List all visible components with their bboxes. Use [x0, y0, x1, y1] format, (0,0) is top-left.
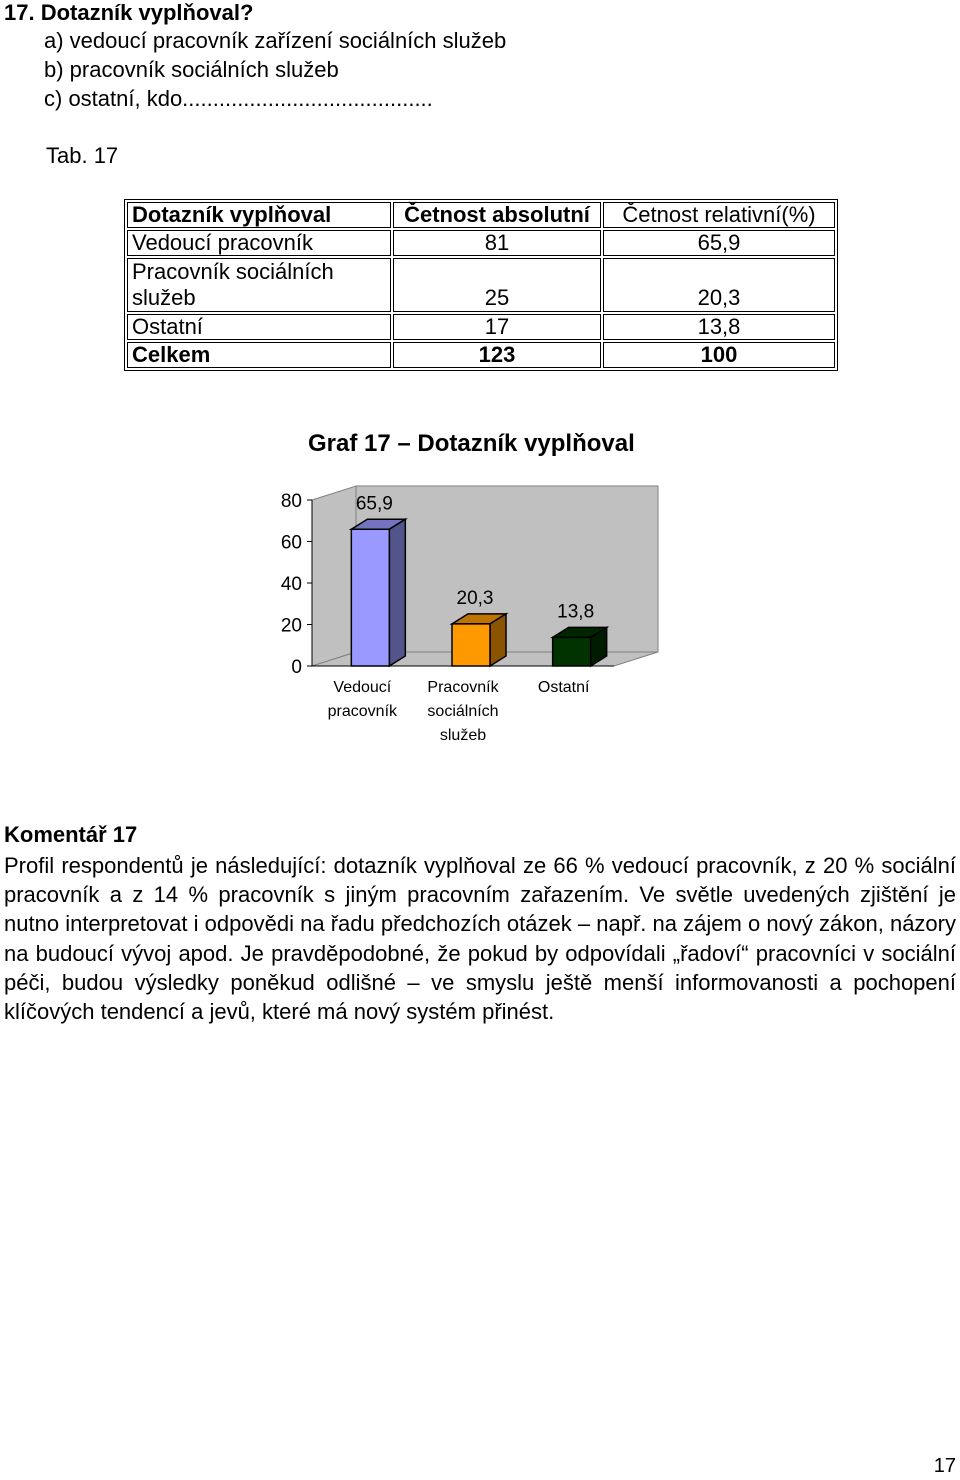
header-cell: Dotazník vyplňoval — [127, 202, 391, 228]
table-row — [127, 314, 835, 340]
data-label: 65,9 — [355, 493, 393, 515]
y-tick-label: 60 — [280, 532, 302, 554]
comment-text: Profil respondentů je následující: dotazník vyplňoval ze 66 % vedoucí pracovník, z 20 % sociální pracovník a z 14 % pracovník s jiným pracovním zařazením. Ve světle uvedených zjištění je nutno interpretovat i odpovědi na řadu předchozích otázek – např. na zájem o nový zákon, názory na budoucí vývoj apod. Je pravděpodobné, že pokud by odpovídali „řadoví“ pracovníci v sociální péči, budou výsledky poněkud odlišné – ve smyslu ještě menší informovanosti a pochopení klíčových tendencí a jevů, které má nový systém přinést. — [4, 853, 956, 1025]
table-label: Tab. 17 — [46, 143, 119, 168]
table-cell: 123 — [393, 342, 601, 368]
table-row — [127, 258, 835, 312]
frequency-table — [124, 199, 838, 371]
table-cell: Ostatní — [127, 314, 391, 340]
bar — [351, 529, 389, 666]
table-cell: 13,8 — [603, 314, 835, 340]
table-cell: Pracovník sociálních služeb — [127, 258, 391, 312]
chart-title: Graf 17 – Dotazník vyplňoval — [308, 430, 635, 457]
y-tick-label: 80 — [280, 491, 302, 512]
table-cell: 20,3 — [603, 258, 835, 312]
table-row — [127, 230, 835, 256]
data-label: 13,8 — [557, 601, 595, 623]
table-cell: 65,9 — [603, 230, 835, 256]
table-cell: Celkem — [127, 342, 391, 368]
table-cell: 81 — [393, 230, 601, 256]
table-cell: 100 — [603, 342, 835, 368]
y-tick-label: 20 — [280, 615, 302, 637]
table-total-row — [127, 342, 835, 368]
x-tick-label: sociálních — [427, 703, 499, 720]
bar-side — [389, 519, 405, 666]
option-b: b) pracovník sociálních služeb — [44, 57, 339, 82]
x-tick-label: Vedoucí — [333, 679, 392, 696]
page-number: 17 — [933, 1455, 956, 1477]
data-label: 20,3 — [456, 587, 494, 609]
table-cell: Vedoucí pracovník — [127, 230, 391, 256]
table-cell: 17 — [393, 314, 601, 340]
bar — [452, 624, 490, 666]
x-tick-label: služeb — [439, 727, 487, 744]
option-c: c) ostatní, kdo......................................... — [44, 86, 433, 111]
table-header-row — [127, 202, 835, 228]
header-cell: Četnost relativní(%) — [603, 202, 835, 228]
comment-title: Komentář 17 — [4, 822, 138, 847]
x-tick-label: Pracovník — [427, 679, 499, 696]
table-cell: 25 — [393, 258, 601, 312]
header-cell: Četnost absolutní — [393, 202, 601, 228]
bar-chart — [260, 470, 700, 760]
y-tick-label: 0 — [291, 657, 302, 678]
bar — [553, 637, 591, 666]
y-tick-label: 40 — [280, 574, 302, 595]
bar-side — [490, 614, 506, 666]
question-title: 17. Dotazník vyplňoval? — [4, 0, 254, 25]
chart-side-wall — [312, 486, 356, 666]
x-tick-label: Ostatní — [537, 679, 590, 696]
x-tick-label: pracovník — [327, 703, 398, 720]
option-a: a) vedoucí pracovník zařízení sociálních služeb — [44, 28, 507, 53]
